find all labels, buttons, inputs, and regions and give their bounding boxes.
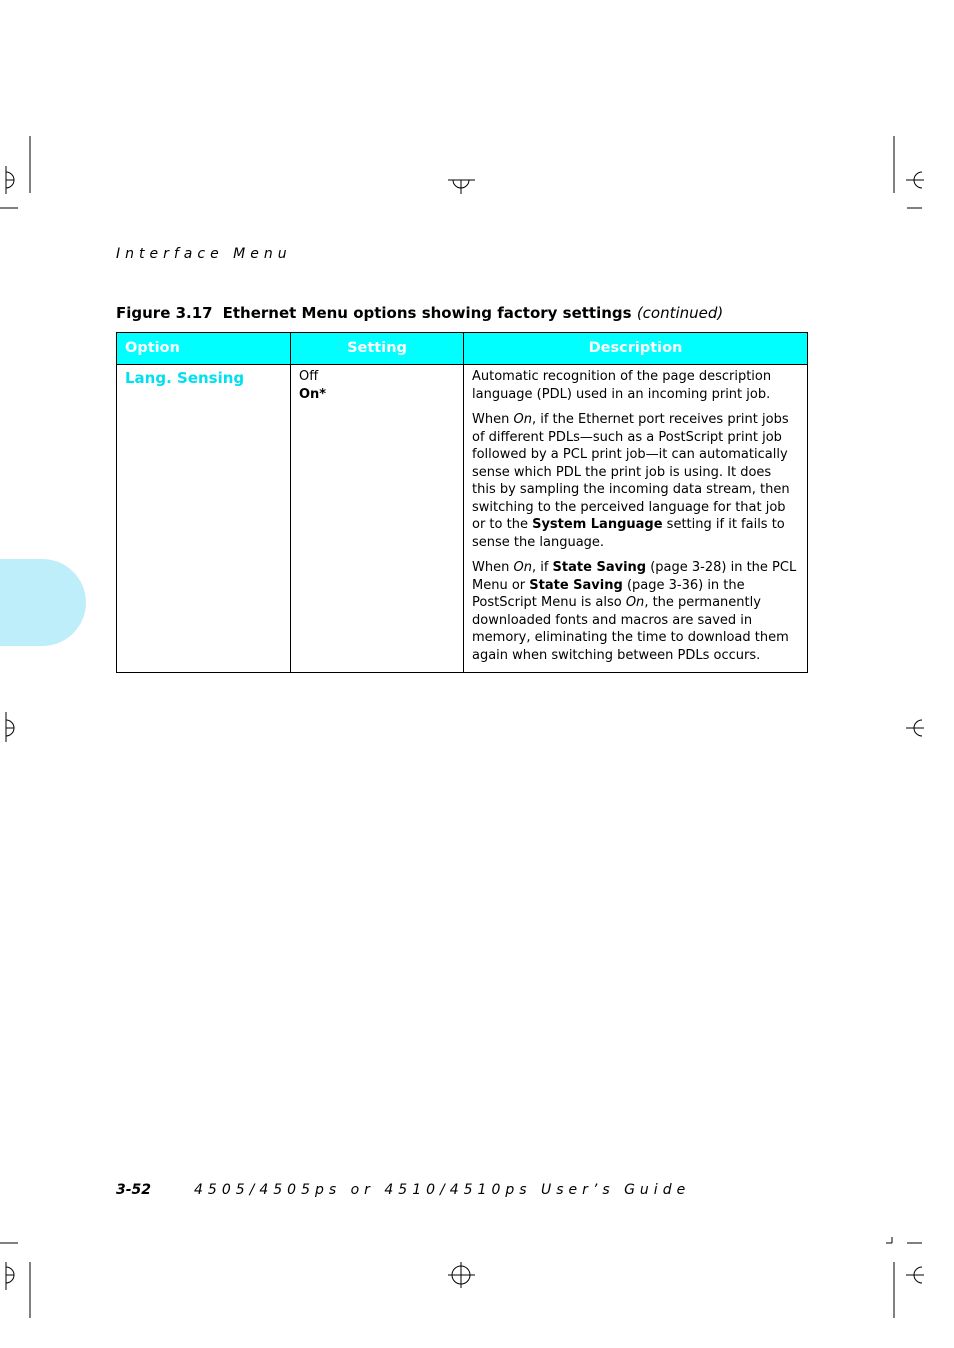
- description-paragraph-2: When On, if the Ethernet port receives print jobs of different PDLs—such as a PostScript print job followed by a PCL print job—it can automatically sense which PDL the print job is using. It does this by sampling the incoming data stream, then switching to the perceived language for that job or to the System Language setting if it fails to sense the language.: [472, 412, 790, 550]
- table-row: [117, 365, 808, 673]
- running-head: Interface Menu: [116, 246, 292, 262]
- setting-cell: [291, 365, 464, 673]
- description-paragraph-3: When On, if State Saving (page 3-28) in the PCL Menu or State Saving (page 3-36) in the PostScript Menu is also On, the permanently downloaded fonts and macros are saved in memory, eliminating the time to download them again when switching between PDLs occurs.: [472, 560, 797, 663]
- options-table: [116, 332, 808, 673]
- table-header-row: [117, 333, 808, 365]
- setting-off: Off: [299, 369, 319, 384]
- state-saving-term: State Saving: [552, 560, 647, 575]
- description-cell: [464, 365, 808, 673]
- chapter-tab-marker: [0, 559, 86, 646]
- page-number: 3-52: [116, 1182, 152, 1198]
- header-description: Description: [464, 333, 808, 365]
- figure-continued: (continued): [636, 304, 724, 322]
- figure-number: Figure 3.17: [116, 304, 213, 322]
- option-name: Lang. Sensing: [125, 369, 245, 387]
- figure-caption: [116, 304, 723, 322]
- header-option: Option: [117, 333, 291, 365]
- description-paragraph-1: Automatic recognition of the page description language (PDL) used in an incoming print job.: [472, 369, 772, 402]
- state-saving-term: State Saving: [529, 577, 623, 593]
- option-cell: [117, 365, 291, 673]
- setting-on-default: On*: [299, 386, 327, 402]
- guide-title: 4505/4505ps or 4510/4510ps User’s Guide: [194, 1182, 691, 1198]
- header-setting: Setting: [291, 333, 464, 365]
- figure-title: Ethernet Menu options showing factory settings: [222, 304, 632, 322]
- system-language-term: System Language: [532, 517, 663, 532]
